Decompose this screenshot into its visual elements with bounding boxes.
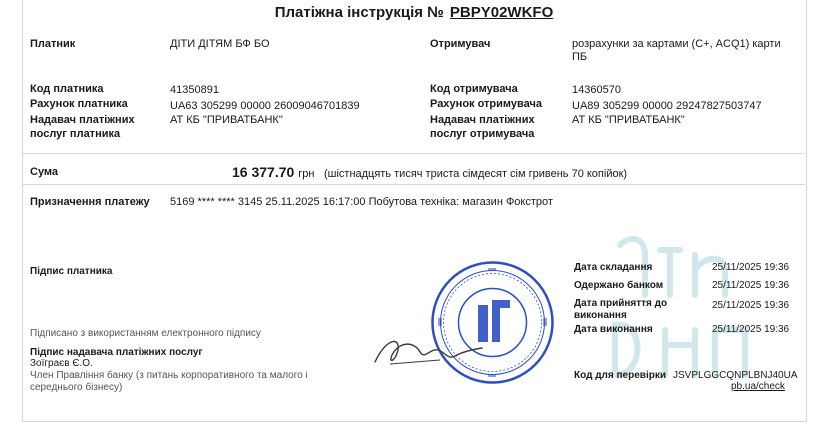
document-number: PBPY02WKFO xyxy=(449,4,554,21)
sum-block xyxy=(232,164,627,182)
payer-account: UA63 305299 00000 26009046701839 xyxy=(170,100,360,112)
date-row xyxy=(572,298,802,324)
recipient-provider: АТ КБ "ПРИВАТБАНК" xyxy=(572,114,685,126)
divider-sum xyxy=(22,184,805,185)
date-row xyxy=(572,280,802,298)
divider-top xyxy=(22,153,805,154)
sum-currency: грн xyxy=(298,168,315,180)
payer-code-label: Код платника xyxy=(30,83,104,95)
date-label: Одержано банком xyxy=(574,280,664,291)
date-value: 25/11/2025 19:36 xyxy=(712,324,790,335)
title-text: Платіжна інструкція № xyxy=(274,4,444,21)
verify-label: Код для перевірки xyxy=(574,370,666,381)
recipient-account-label: Рахунок отримувача xyxy=(430,98,542,110)
signer-position: Член Правління банку (з питань корпоративного та малого і середнього бізнесу) xyxy=(30,370,308,393)
payer-label: Платник xyxy=(30,38,76,50)
date-label: Дата прийняття до виконання xyxy=(574,298,668,321)
e-signature-note: Підписано з використанням електронного підпису xyxy=(30,328,261,339)
payer-name: ДІТИ ДІТЯМ БФ БО xyxy=(170,38,270,50)
recipient-code-label: Код отримувача xyxy=(430,83,518,95)
date-value: 25/11/2025 19:36 xyxy=(712,300,790,311)
date-row xyxy=(572,262,802,280)
date-value: 25/11/2025 19:36 xyxy=(712,280,790,291)
sum-label: Сума xyxy=(30,166,59,178)
signer-name: Зоїграєв Є.О. xyxy=(30,358,93,369)
date-row xyxy=(572,324,802,342)
recipient-code: 14360570 xyxy=(572,84,621,96)
document-title xyxy=(0,4,828,21)
purpose-label: Призначення платежу xyxy=(30,196,150,208)
recipient-account: UA89 305299 00000 29247827503747 xyxy=(572,100,762,112)
payer-account-label: Рахунок платника xyxy=(30,98,128,110)
provider-signature-label: Підпис надавача платіжних послуг xyxy=(30,347,203,358)
date-label: Дата складання xyxy=(574,262,653,273)
payer-provider: АТ КБ "ПРИВАТБАНК" xyxy=(170,114,283,126)
sum-amount: 16 377.70 xyxy=(232,164,295,180)
payer-provider-label: Надавач платіжних послуг платника xyxy=(30,114,135,140)
payer-code: 41350891 xyxy=(170,84,219,96)
verify-link[interactable]: pb.ua/check xyxy=(731,381,785,392)
verify-code: JSVPLGGCQNPLBNJ40UA xyxy=(673,370,798,381)
sum-words: (шістнадцять тисяч триста сімдесят сім гривень 70 копійок) xyxy=(323,168,628,180)
recipient-label: Отримувач xyxy=(430,38,491,50)
dates-block xyxy=(572,262,802,342)
payer-signature-label: Підпис платника xyxy=(30,266,113,277)
date-value: 25/11/2025 19:36 xyxy=(712,262,790,273)
recipient-provider-label: Надавач платіжних послуг отримувача xyxy=(430,114,535,140)
purpose-text: 5169 **** **** 3145 25.11.2025 16:17:00 Побутова техніка: магазин Фокстрот xyxy=(170,196,553,208)
recipient-name: розрахунки за картами (С+, ACQ1) карти ПБ xyxy=(572,38,781,63)
date-label: Дата виконання xyxy=(574,324,653,335)
handwritten-signature-icon xyxy=(370,330,490,370)
